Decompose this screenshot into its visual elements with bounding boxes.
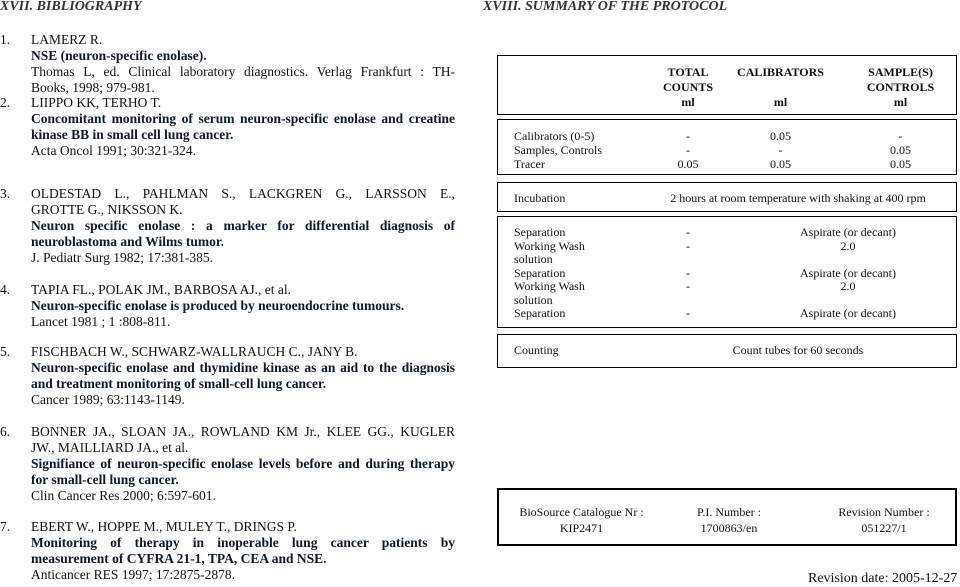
reference-4 bbox=[0, 282, 455, 330]
pipetting-samples: - bbox=[898, 129, 903, 143]
protocol-header-box bbox=[497, 55, 957, 115]
reference-line bbox=[0, 64, 455, 80]
reference-text: LIIPPO KK, TERHO T. bbox=[31, 95, 162, 110]
pipetting-calibrators: - bbox=[778, 143, 783, 157]
reference-line bbox=[0, 551, 455, 567]
wash-step-label: Separation bbox=[514, 265, 566, 280]
reference-number: 4. bbox=[0, 282, 11, 297]
reference-authors bbox=[0, 424, 455, 440]
reference-text: BONNER JA., SLOAN JA., ROWLAND KM Jr., KLEE GG., KUGLER bbox=[31, 424, 455, 439]
reference-text: JW., MAILLIARD JA., et al. bbox=[31, 440, 189, 455]
wash-step-label: Separation bbox=[514, 225, 566, 239]
pipetting-row-label: Calibrators (0-5) bbox=[514, 129, 595, 143]
pipetting-box bbox=[497, 119, 957, 175]
wash-step-total: - bbox=[686, 238, 690, 253]
reference-text: Lancet 1981 ; 1 :808-811. bbox=[31, 314, 171, 329]
reference-line bbox=[0, 250, 455, 266]
pipetting-total: - bbox=[686, 129, 690, 143]
footer-box bbox=[497, 488, 957, 546]
reference-line bbox=[0, 488, 455, 504]
reference-text: LAMERZ R. bbox=[31, 32, 103, 47]
reference-line bbox=[0, 218, 455, 234]
wash-step-total: - bbox=[686, 225, 690, 239]
reference-text: FISCHBACH W., SCHWARZ-WALLRAUCH C., JANY B. bbox=[31, 344, 358, 359]
pipetting-samples: 0.05 bbox=[890, 143, 911, 157]
counting-text: Count tubes for 60 seconds bbox=[732, 343, 864, 357]
header-samples-1: SAMPLE(S) bbox=[868, 65, 933, 79]
protocol-title: XVIII. SUMMARY OF THE PROTOCOL bbox=[483, 0, 728, 14]
revision-date: Revision date: 2005-12-27 bbox=[808, 571, 958, 586]
catalogue-value: KIP2471 bbox=[559, 521, 604, 535]
reference-text: EBERT W., HOPPE M., MULEY T., DRINGS P. bbox=[31, 519, 297, 534]
reference-line bbox=[0, 111, 455, 127]
reference-text: Signifiance of neuron-specific enolase levels before and during therapy bbox=[31, 456, 455, 471]
pipetting-calibrators: 0.05 bbox=[770, 157, 791, 171]
reference-text: and treatment monitoring of small-cell lung cancer. bbox=[31, 376, 327, 391]
reference-text: for small-cell lung cancer. bbox=[31, 472, 179, 487]
reference-number: 1. bbox=[0, 32, 11, 47]
incubation-box bbox=[497, 182, 957, 212]
reference-authors bbox=[0, 519, 455, 535]
reference-text: GROTTE G., NIKSSON K. bbox=[31, 202, 183, 217]
reference-text: measurement of CYFRA 21-1, TPA, CEA and NSE. bbox=[31, 551, 327, 566]
reference-authors bbox=[0, 282, 455, 298]
reference-line bbox=[0, 535, 455, 551]
reference-text: Concomitant monitoring of serum neuron-specific enolase and creatine bbox=[31, 111, 455, 126]
wash-step-value: Aspirate (or decant) bbox=[800, 306, 896, 320]
reference-authors bbox=[0, 32, 455, 48]
header-cal-3: ml bbox=[773, 95, 788, 109]
wash-step-total: - bbox=[686, 279, 690, 293]
wash-step-value: Aspirate (or decant) bbox=[800, 225, 896, 239]
reference-text: Clin Cancer Res 2000; 6:597-601. bbox=[31, 488, 216, 503]
reference-line bbox=[0, 202, 455, 218]
pipetting-row-label: Tracer bbox=[514, 157, 545, 171]
reference-line bbox=[0, 314, 455, 330]
reference-line bbox=[0, 143, 455, 159]
reference-text: Neuron-specific enolase and thymidine kinase as an aid to the diagnosis bbox=[31, 360, 455, 375]
reference-text: Neuron specific enolase : a marker for differential diagnosis of bbox=[31, 218, 455, 233]
reference-number: 2. bbox=[0, 95, 11, 110]
reference-authors bbox=[0, 344, 455, 360]
pi-value: 1700863/en bbox=[700, 521, 758, 535]
header-total-2: COUNTS bbox=[662, 80, 713, 94]
pipetting-total: - bbox=[686, 143, 690, 157]
reference-text: neuroblastoma and Wilms tumor. bbox=[31, 234, 225, 249]
revision-label: Revision Number : bbox=[838, 505, 930, 519]
reference-line bbox=[0, 48, 455, 64]
pipetting-samples: 0.05 bbox=[890, 157, 911, 171]
wash-step-label: Working Wash bbox=[514, 238, 585, 253]
reference-1 bbox=[0, 32, 455, 96]
reference-line bbox=[0, 567, 455, 583]
reference-text: Acta Oncol 1991; 30:321-324. bbox=[31, 143, 196, 158]
reference-text: Neuron-specific enolase is produced by neuroendocrine tumours. bbox=[31, 298, 405, 313]
reference-text: TAPIA FL., POLAK JM., BARBOSA AJ., et al. bbox=[31, 282, 291, 297]
reference-text: Cancer 1989; 63:1143-1149. bbox=[31, 392, 185, 407]
reference-text: NSE (neuron-specific enolase). bbox=[31, 48, 207, 63]
reference-text: OLDESTAD L., PAHLMAN S., LACKGREN G., LARSSON E., bbox=[31, 186, 455, 201]
pipetting-row-label: Samples, Controls bbox=[514, 143, 603, 157]
reference-number: 3. bbox=[0, 186, 11, 201]
counting-box bbox=[497, 334, 957, 368]
reference-7 bbox=[0, 519, 455, 583]
reference-text: J. Pediatr Surg 1982; 17:381-385. bbox=[31, 250, 213, 265]
header-samples-2: CONTROLS bbox=[866, 80, 935, 94]
wash-step-label: solution bbox=[514, 292, 553, 307]
reference-number: 6. bbox=[0, 424, 11, 439]
pipetting-calibrators: 0.05 bbox=[770, 129, 791, 143]
reference-line bbox=[0, 456, 455, 472]
reference-text: Thomas L, ed. Clinical laboratory diagnostics. Verlag Frankfurt : TH- bbox=[31, 64, 455, 79]
pi-label: P.I. Number : bbox=[697, 505, 761, 519]
reference-line bbox=[0, 298, 455, 314]
reference-text: Monitoring of therapy in inoperable lung cancer patients by bbox=[31, 535, 455, 550]
reference-authors bbox=[0, 186, 455, 202]
reference-2 bbox=[0, 95, 455, 159]
reference-line bbox=[0, 360, 455, 376]
wash-step-value: 2.0 bbox=[840, 238, 856, 253]
wash-step-total: - bbox=[686, 265, 690, 280]
catalogue-label: BioSource Catalogue Nr : bbox=[519, 505, 644, 519]
reference-line bbox=[0, 376, 455, 392]
counting-label: Counting bbox=[514, 343, 559, 357]
incubation-label: Incubation bbox=[514, 191, 566, 205]
wash-step-label: Working Wash bbox=[514, 279, 585, 293]
wash-step-total: - bbox=[686, 306, 690, 320]
reference-line bbox=[0, 392, 455, 408]
wash-step-label: solution bbox=[514, 252, 553, 266]
wash-step-value: 2.0 bbox=[840, 279, 856, 293]
revision-value: 051227/1 bbox=[861, 521, 907, 535]
reference-5 bbox=[0, 344, 455, 408]
reference-text: Books, 1998; 979-981. bbox=[31, 80, 155, 95]
bibliography-title: XVII. BIBLIOGRAPHY bbox=[0, 0, 142, 14]
reference-number: 7. bbox=[0, 519, 11, 534]
reference-line bbox=[0, 80, 455, 96]
pipetting-total: 0.05 bbox=[677, 157, 699, 171]
header-total-3: ml bbox=[681, 95, 695, 109]
reference-line bbox=[0, 234, 455, 250]
wash-step-value: Aspirate (or decant) bbox=[800, 265, 896, 280]
header-samples-3: ml bbox=[893, 95, 908, 109]
header-total-1: TOTAL bbox=[667, 65, 709, 79]
reference-6 bbox=[0, 424, 455, 504]
wash-box bbox=[497, 216, 957, 328]
reference-text: kinase BB in small cell lung cancer. bbox=[31, 127, 234, 142]
reference-line bbox=[0, 127, 455, 143]
reference-text: Anticancer RES 1997; 17:2875-2878. bbox=[31, 567, 235, 582]
reference-number: 5. bbox=[0, 344, 11, 359]
header-cal-1: CALIBRATORS bbox=[737, 65, 824, 79]
reference-3 bbox=[0, 186, 455, 266]
reference-line bbox=[0, 472, 455, 488]
wash-step-label: Separation bbox=[514, 306, 566, 320]
reference-authors bbox=[0, 95, 455, 111]
reference-line bbox=[0, 440, 455, 456]
incubation-text: 2 hours at room temperature with shaking at 400 rpm bbox=[670, 191, 926, 205]
